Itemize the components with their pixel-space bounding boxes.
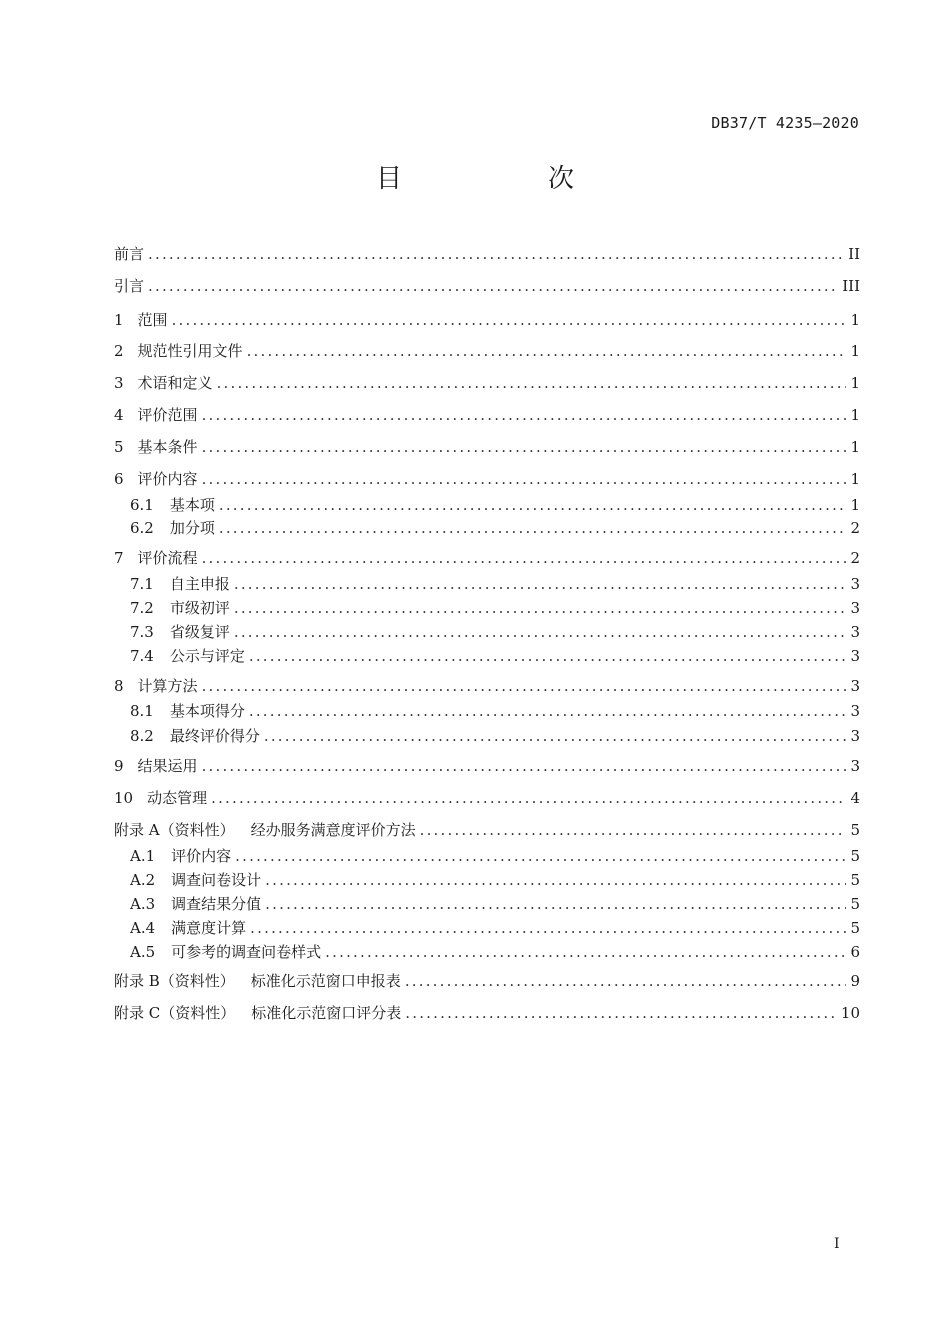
- toc-entry-page: 2: [850, 549, 860, 567]
- toc-entry-page: 1: [850, 311, 860, 329]
- toc-entry-label: 结果运用: [137, 757, 198, 775]
- toc-entry-page: 3: [850, 702, 860, 720]
- toc-subentry[interactable]: [130, 573, 860, 595]
- toc-entry-label: 自主申报: [169, 575, 230, 593]
- toc-entry-page: 3: [850, 599, 860, 617]
- dot-leader: [211, 787, 846, 809]
- toc-entry-label: 公示与评定: [169, 647, 245, 665]
- toc-entry-number: 附录 A（资料性）: [114, 821, 235, 839]
- toc-entry-number: 4: [114, 406, 124, 424]
- toc-entry-page: 3: [850, 623, 860, 641]
- dot-leader: [265, 869, 846, 891]
- toc-entry-page: 3: [850, 677, 860, 695]
- toc-entry-label: 标准化示范窗口评分表: [251, 1004, 402, 1022]
- toc-entry-page: 1: [850, 406, 860, 424]
- toc-entry-label: 计算方法: [137, 677, 198, 695]
- toc-entry-page: 3: [850, 727, 860, 745]
- toc-entry-label: 加分项: [169, 519, 215, 537]
- toc-entry[interactable]: [114, 340, 860, 362]
- toc-entry[interactable]: [114, 275, 860, 297]
- dot-leader: [249, 700, 846, 722]
- dot-leader: [250, 917, 846, 939]
- toc-entry-number: 6.2: [130, 519, 154, 537]
- toc-entry-label: 评价内容: [171, 847, 232, 865]
- toc-entry[interactable]: [114, 819, 860, 841]
- toc-entry-number: 8: [114, 677, 124, 695]
- dot-leader: [202, 547, 846, 569]
- toc-entry-number: 9: [114, 757, 124, 775]
- toc-entry-label: 满意度计算: [171, 919, 247, 937]
- toc-entry-label: 基本项: [169, 496, 215, 514]
- toc-entry-number: 5: [114, 438, 124, 456]
- dot-leader: [219, 494, 846, 516]
- toc-entry-page: 5: [850, 871, 860, 889]
- toc-entry-page: 1: [850, 438, 860, 456]
- toc-entry-page: 5: [850, 821, 860, 839]
- toc-entry-label: 市级初评: [169, 599, 230, 617]
- toc-entry-number: A.4: [130, 919, 156, 937]
- dot-leader: [148, 243, 844, 265]
- toc-subentry[interactable]: [130, 917, 860, 939]
- toc-entry-number: 8.2: [130, 727, 154, 745]
- toc-entry[interactable]: [114, 372, 860, 394]
- toc-entry-page: II: [848, 245, 860, 263]
- dot-leader: [247, 340, 846, 362]
- toc-entry-label: 标准化示范窗口申报表: [250, 972, 401, 990]
- toc-entry-label: 引言: [114, 277, 145, 295]
- toc-subentry[interactable]: [130, 621, 860, 643]
- toc-entry-label: 经办服务满意度评价方法: [250, 821, 416, 839]
- dot-leader: [202, 468, 846, 490]
- toc-entry-page: 3: [850, 757, 860, 775]
- toc-subentry[interactable]: [130, 700, 860, 722]
- dot-leader: [405, 970, 846, 992]
- toc-entry-page: 6: [850, 943, 860, 961]
- toc-entry-page: 5: [850, 919, 860, 937]
- dot-leader: [172, 309, 846, 331]
- toc-entry-number: A.3: [130, 895, 156, 913]
- dot-leader: [265, 893, 846, 915]
- toc-entry-label: 评价范围: [137, 406, 198, 424]
- toc-entry-label: 评价内容: [137, 470, 198, 488]
- dot-leader: [325, 941, 846, 963]
- dot-leader: [420, 819, 846, 841]
- dot-leader: [249, 645, 846, 667]
- toc-entry-number: 6.1: [130, 496, 154, 514]
- toc-entry-label: 评价流程: [137, 549, 198, 567]
- toc-entry-number: A.1: [130, 847, 156, 865]
- toc-subentry[interactable]: [130, 869, 860, 891]
- toc-entry-label: 调查结果分值: [171, 895, 262, 913]
- dot-leader: [202, 675, 846, 697]
- toc-entry[interactable]: [114, 404, 860, 426]
- toc-entry-number: 2: [114, 342, 124, 360]
- toc-entry-number: 7: [114, 549, 124, 567]
- toc-entry-label: 调查问卷设计: [171, 871, 262, 889]
- toc-subentry[interactable]: [130, 494, 860, 516]
- toc-entry-page: 5: [850, 895, 860, 913]
- toc-entry-label: 动态管理: [147, 789, 208, 807]
- dot-leader: [148, 275, 838, 297]
- toc-entry[interactable]: [114, 970, 860, 992]
- dot-leader: [234, 573, 846, 595]
- toc-entry[interactable]: [114, 436, 860, 458]
- dot-leader: [235, 845, 846, 867]
- toc-entry-page: 3: [850, 575, 860, 593]
- toc-entry[interactable]: [114, 547, 860, 569]
- toc-entry-page: 1: [850, 342, 860, 360]
- toc-entry[interactable]: [114, 755, 860, 777]
- toc-entry-page: 5: [850, 847, 860, 865]
- toc-subentry[interactable]: [130, 597, 860, 619]
- toc-entry-label: 术语和定义: [137, 374, 213, 392]
- toc-entry-page: 9: [850, 972, 860, 990]
- toc-entry-page: 3: [850, 647, 860, 665]
- toc-entry-number: 3: [114, 374, 124, 392]
- toc-entry-page: 1: [850, 470, 860, 488]
- toc-entry-label: 前言: [114, 245, 145, 263]
- toc-entry[interactable]: [114, 1002, 860, 1024]
- toc-entry-number: A.5: [130, 943, 156, 961]
- toc-entry-label: 范围: [137, 311, 168, 329]
- toc-entry-number: 7.2: [130, 599, 154, 617]
- dot-leader: [405, 1002, 837, 1024]
- toc-subentry[interactable]: [130, 893, 860, 915]
- toc-entry[interactable]: [114, 468, 860, 490]
- toc-entry-number: 1: [114, 311, 124, 329]
- toc-entry-number: 7.4: [130, 647, 154, 665]
- toc-entry-number: 附录 B（资料性）: [114, 972, 235, 990]
- dot-leader: [219, 517, 846, 539]
- toc-entry[interactable]: [114, 243, 860, 265]
- toc-entry-page: 1: [850, 496, 860, 514]
- dot-leader: [264, 725, 846, 747]
- toc-entry-label: 规范性引用文件: [137, 342, 243, 360]
- toc-subentry[interactable]: [130, 941, 860, 963]
- toc-subentry[interactable]: [130, 725, 860, 747]
- dot-leader: [234, 621, 846, 643]
- toc-subentry[interactable]: [130, 645, 860, 667]
- toc-entry-number: 6: [114, 470, 124, 488]
- toc-entry-label: 省级复评: [169, 623, 230, 641]
- toc-subentry[interactable]: [130, 845, 860, 867]
- dot-leader: [234, 597, 846, 619]
- toc-entry-page: III: [842, 277, 860, 295]
- page-number: I: [834, 1236, 840, 1252]
- toc-entry-page: 10: [840, 1004, 860, 1022]
- toc-entry-number: 附录 C（资料性）: [114, 1004, 236, 1022]
- toc-entry-page: 4: [850, 789, 860, 807]
- toc-entry-label: 可参考的调查问卷样式: [171, 943, 322, 961]
- toc-entry-number: 7.1: [130, 575, 154, 593]
- toc-subentry[interactable]: [130, 517, 860, 539]
- dot-leader: [202, 404, 846, 426]
- toc-entry-label: 基本项得分: [169, 702, 245, 720]
- toc-entry-number: 10: [114, 789, 134, 807]
- toc-entry[interactable]: [114, 309, 860, 331]
- toc-entry-label: 最终评价得分: [169, 727, 260, 745]
- page-title: 目 次: [375, 164, 634, 194]
- dot-leader: [202, 755, 846, 777]
- toc-entry[interactable]: [114, 675, 860, 697]
- toc-entry-number: A.2: [130, 871, 156, 889]
- standard-code: DB37/T 4235—2020: [711, 114, 859, 132]
- toc-entry-page: 2: [850, 519, 860, 537]
- toc-entry-number: 8.1: [130, 702, 154, 720]
- toc-entry-number: 7.3: [130, 623, 154, 641]
- toc-entry-page: 1: [850, 374, 860, 392]
- dot-leader: [217, 372, 846, 394]
- toc-entry[interactable]: [114, 787, 860, 809]
- dot-leader: [202, 436, 846, 458]
- toc-entry-label: 基本条件: [137, 438, 198, 456]
